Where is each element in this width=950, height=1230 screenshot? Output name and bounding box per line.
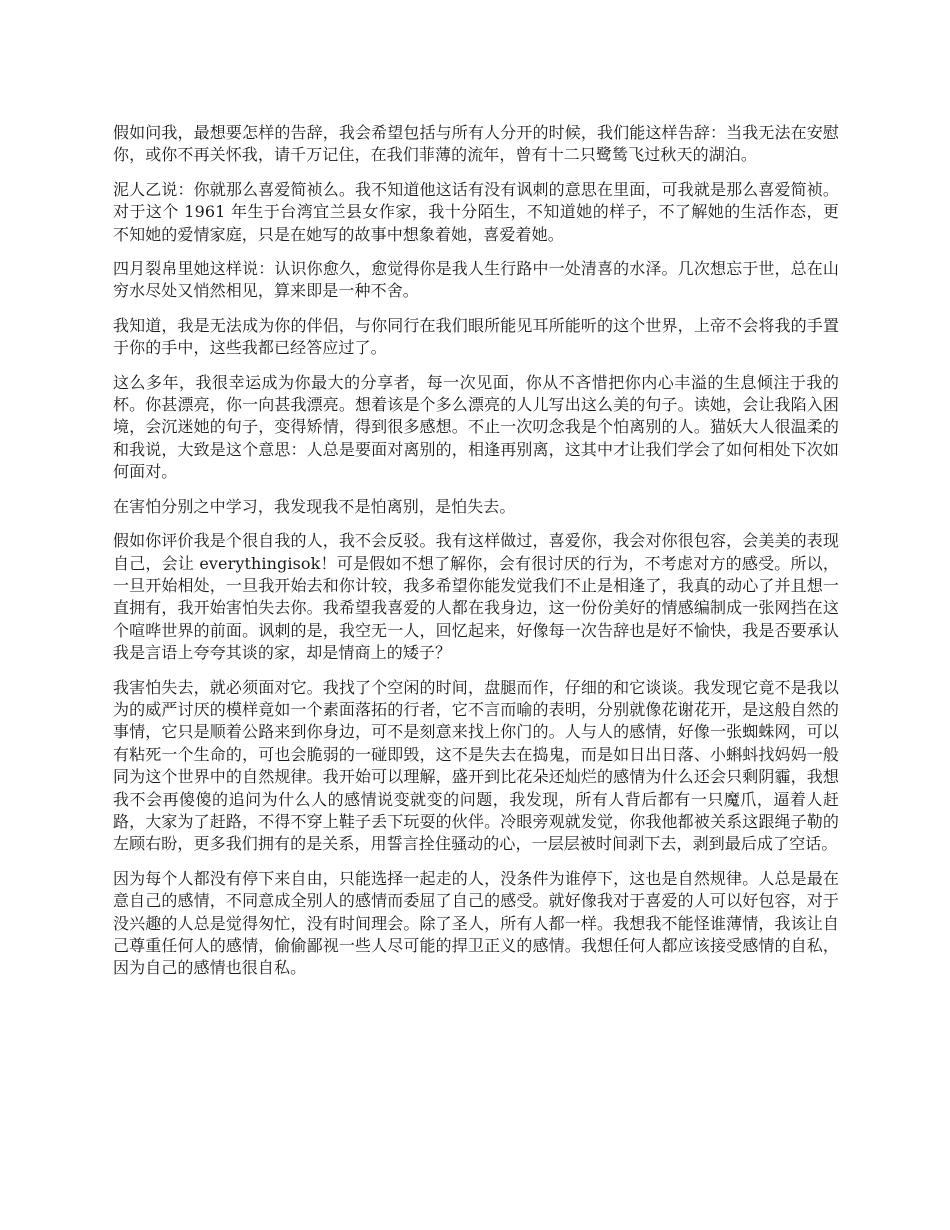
paragraph-jianzhen: 泥人乙说：你就那么喜爱简祯么。我不知道他这话有没有讽刺的意思在里面，可我就是那么喜爱简祯。对于这个 1961 年生于台湾宜兰县女作家，我十分陌生，不知道她的样子，不了解她的生活作态，更不知她的爱情家庭，只是在她写的故事中想象着她，喜爱着她。 bbox=[113, 179, 839, 244]
paragraph-fear-of-loss: 在害怕分别之中学习，我发现我不是怕离别，是怕失去。 bbox=[113, 496, 516, 516]
paragraph-sharing: 这么多年，我很幸运成为你最大的分享者，每一次见面，你从不吝惜把你内心丰溢的生息倾注于我的杯。你甚漂亮，你一向甚我漂亮。想着该是个多么漂亮的人儿写出这么美的句子。读她，会让我陷入困境，会沉迷她的句子，变得矫情，得到很多感想。不止一次叨念我是个怕离别的人。猫妖大人很温柔的和我说，大致是这个意思：人总是要面对离别的，相逢再别离，这其中才让我们学会了如何相处下次如何面对。 bbox=[113, 372, 839, 482]
paragraph-selfish-feelings: 因为每个人都没有停下来自由，只能选择一起走的人，没条件为谁停下，这也是自然规律。人总是最在意自己的感情，不同意成全别人的感情而委屈了自己的感受。就好像我对于喜爱的人可以好包容，对于没兴趣的人总是觉得匆忙，没有时间理会。除了圣人，所有人都一样。我想我不能怪谁薄情，我该让自己尊重任何人的感情，偷偷鄙视一些人尽可能的捍卫正义的感情。我想任何人都应该接受感情的自私，因为自己的感情也很自私。 bbox=[113, 868, 839, 978]
paragraph-facing-loss: 我害怕失去，就必须面对它。我找了个空闲的时间，盘腿而作，仔细的和它谈谈。我发现它竟不是我以为的威严讨厌的模样竟如一个素面落拓的行者，它不言而喻的表明，分别就像花谢花开，是这般自然的事情，它只是顺着公路来到你身边，可不是刻意来找上你门的。人与人的感情，好像一张蜘蛛网，可以有粘死一个生命的，可也会脆弱的一碰即毁，这不是失去在捣鬼，而是如日出日落、小蝌蚪找妈妈一般同为这个世界中的自然规律。我开始可以理解，盛开到比花朵还灿烂的感情为什么还会只剩阴霾，我想我不会再傻傻的追问为什么人的感情说变就变的问题，我发现，所有人背后都有一只魔爪，逼着人赶路，大家为了赶路，不得不穿上鞋子丢下玩耍的伙伴。冷眼旁观就发觉，你我他都被关系这跟绳子勒的左顾右盼，更多我们拥有的是关系，用誓言拴住骚动的心，一层层被时间剥下去，剥到最后成了空话。 bbox=[113, 677, 839, 854]
paragraph-self-centered: 假如你评价我是个很自我的人，我不会反驳。我有这样做过，喜爱你，我会对你很包容，会美美的表现自己，会让 everythingisok！可是假如不想了解你，会有很讨厌的行为，不考虑对方的感受。所以，一旦开始相处，一旦我开始去和你计较，我多希望你能发觉我们不止是相逢了，我真的动心了并且想一直拥有，我开始害怕失去你。我希望我喜爱的人都在我身边，这一份份美好的情感编制成一张网挡在这个喧哗世界的前面。讽刺的是，我空无一人，回忆起来，好像每一次告辞也是好不愉快，我是否要承认我是言语上夸夸其谈的家，却是情商上的矮子？ bbox=[113, 531, 839, 663]
document-page bbox=[113, 122, 839, 992]
paragraph-companion: 我知道，我是无法成为你的伴侣，与你同行在我们眼所能见耳所能听的这个世界，上帝不会将我的手置于你的手中，这些我都已经答应过了。 bbox=[113, 315, 839, 358]
paragraph-farewell: 假如问我，最想要怎样的告辞，我会希望包括与所有人分开的时候，我们能这样告辞：当我无法在安慰你，或你不再关怀我，请千万记住，在我们菲薄的流年，曾有十二只鹭鸶飞过秋天的湖泊。 bbox=[113, 123, 839, 165]
paragraph-april-silk: 四月裂帛里她这样说：认识你愈久，愈觉得你是我人生行路中一处清喜的水泽。几次想忘于世，总在山穷水尽处又悄然相见，算来即是一种不舍。 bbox=[113, 259, 839, 301]
